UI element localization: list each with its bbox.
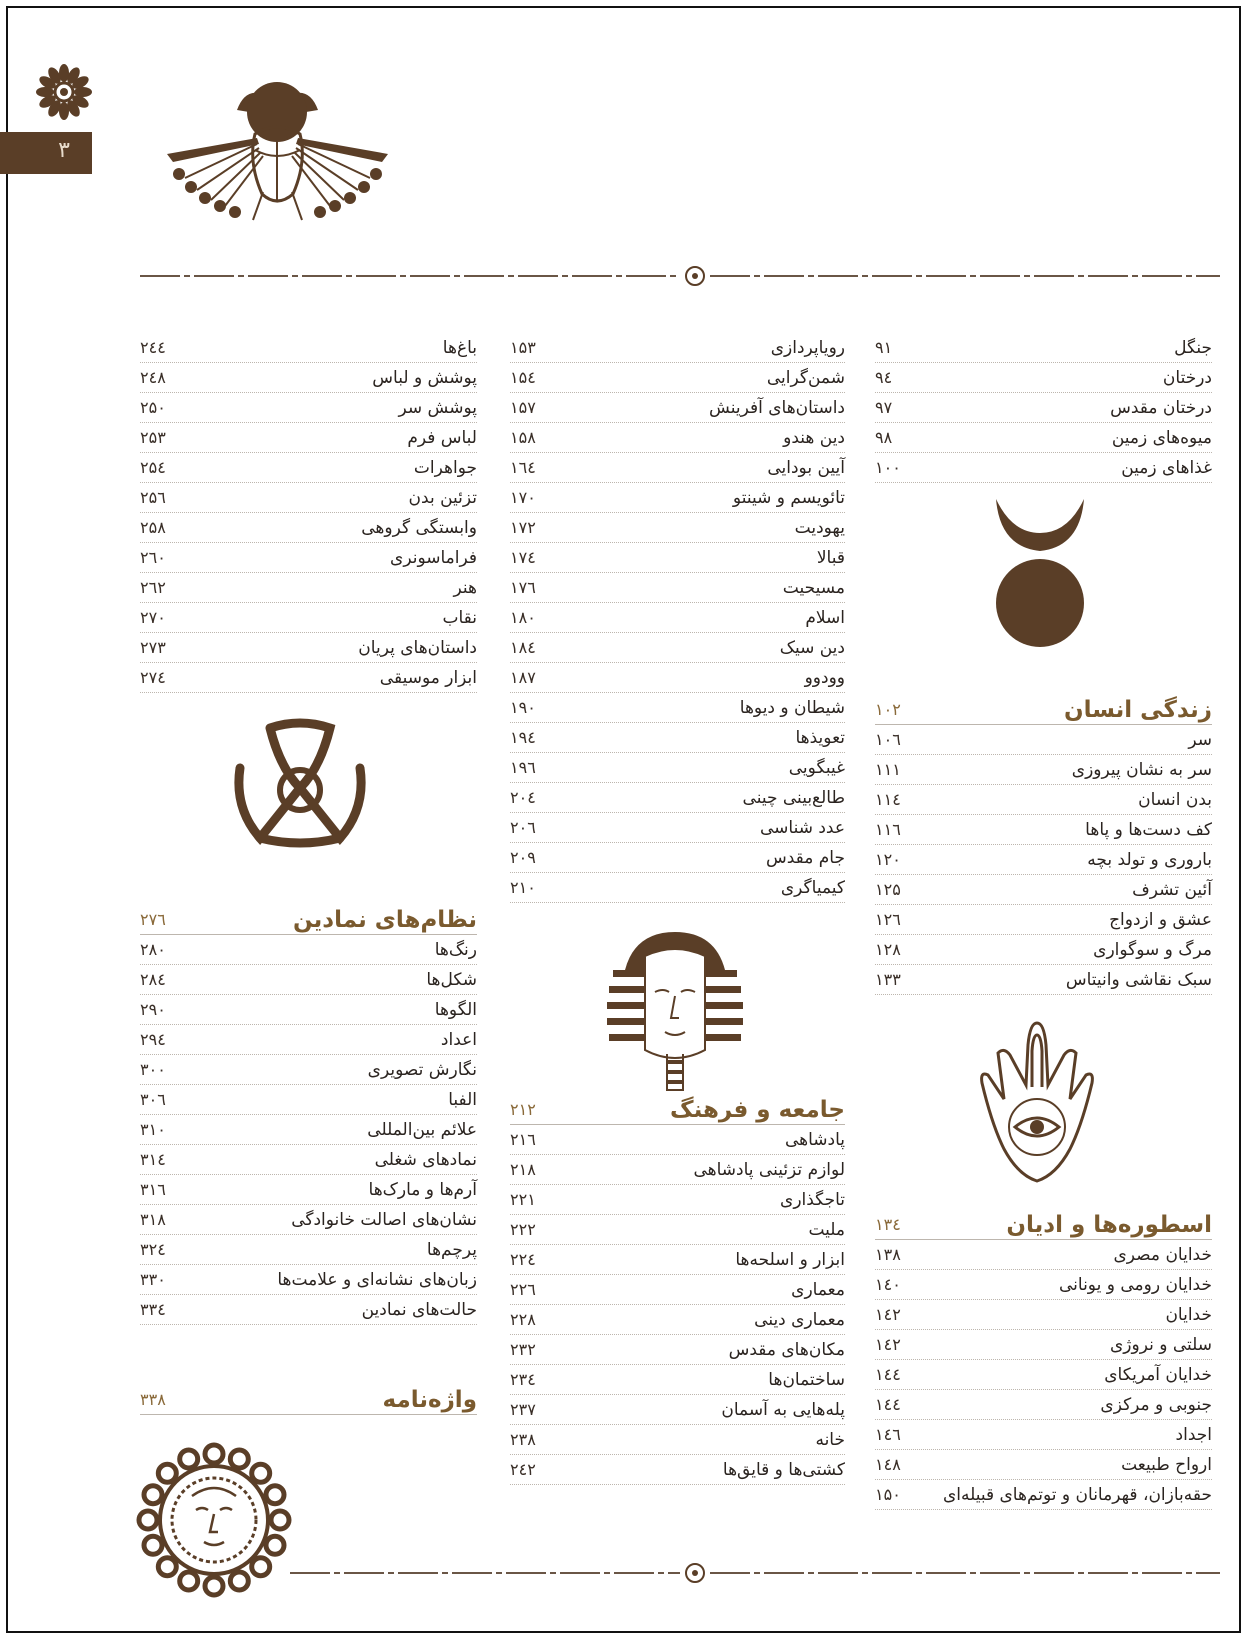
- entry-page: ۱٤۸: [875, 1455, 901, 1474]
- pharaoh-head-icon: [605, 930, 745, 1095]
- toc-entry[interactable]: [140, 333, 477, 363]
- entry-title: غیبگویی: [788, 757, 845, 778]
- toc-entry[interactable]: [510, 1395, 845, 1425]
- toc-entry[interactable]: [510, 363, 845, 393]
- entry-title: فراماسونری: [390, 547, 477, 568]
- section-page: ۲۱۲: [510, 1100, 536, 1119]
- toc-entry[interactable]: [140, 965, 477, 995]
- entry-page: ۱٦٤: [510, 458, 536, 477]
- toc-column-middle: [510, 333, 845, 903]
- toc-entry[interactable]: [510, 1365, 845, 1395]
- entry-title: علائم بین‌المللی: [367, 1119, 477, 1140]
- entry-page: ۲۳۷: [510, 1400, 536, 1419]
- entry-page: ۱٤٤: [875, 1365, 901, 1384]
- toc-entry[interactable]: [875, 935, 1212, 965]
- entry-title: میوه‌های زمین: [1111, 427, 1212, 448]
- toc-entry[interactable]: [510, 1275, 845, 1305]
- entry-title: کشتی‌ها و قایق‌ها: [722, 1459, 845, 1480]
- entry-page: ۲۵۸: [140, 518, 166, 537]
- entry-page: ۱۹۰: [510, 698, 536, 717]
- toc-entry[interactable]: [140, 935, 477, 965]
- entry-title: اسلام: [805, 607, 845, 628]
- entry-page: ۳۳۰: [140, 1270, 166, 1289]
- entry-page: ۲۷۰: [140, 608, 166, 627]
- toc-entry[interactable]: [140, 663, 477, 693]
- entry-title: درختان مقدس: [1110, 397, 1212, 418]
- entry-title: اجداد: [1175, 1424, 1212, 1445]
- page-number-tab: [0, 132, 92, 174]
- toc-entry[interactable]: [140, 453, 477, 483]
- entry-title: ارواح طبیعت: [1121, 1454, 1212, 1475]
- entry-page: ۱۱٦: [875, 820, 901, 839]
- toc-entry[interactable]: [875, 1390, 1212, 1420]
- toc-entry[interactable]: [510, 333, 845, 363]
- entry-title: جنگل: [1174, 337, 1212, 358]
- toc-column-right-2: [875, 695, 1212, 995]
- entry-title: دین هندو: [783, 427, 845, 448]
- entry-page: ۱۵۳: [510, 338, 536, 357]
- entry-title: آئین تشرف: [1132, 879, 1212, 900]
- entry-title: تاجگذاری: [780, 1189, 845, 1210]
- entry-page: ۳۱٦: [140, 1180, 166, 1199]
- sun-face-medallion-icon: [132, 1440, 297, 1600]
- entry-page: ۳۰۰: [140, 1060, 166, 1079]
- entry-page: ۱۵٤: [510, 368, 536, 387]
- toc-entry[interactable]: [140, 573, 477, 603]
- toc-entry[interactable]: [140, 1175, 477, 1205]
- toc-entry[interactable]: [510, 1455, 845, 1485]
- toc-entry[interactable]: [510, 693, 845, 723]
- entry-page: ۲۳۲: [510, 1340, 536, 1359]
- entry-page: ۲۸۰: [140, 940, 166, 959]
- section-heading[interactable]: [510, 1095, 845, 1125]
- section-heading[interactable]: [875, 1210, 1212, 1240]
- toc-entry[interactable]: [510, 423, 845, 453]
- entry-title: قبالا: [816, 547, 845, 568]
- entry-title: تعویذها: [795, 727, 845, 748]
- entry-page: ۱٤۲: [875, 1335, 901, 1354]
- toc-entry[interactable]: [875, 333, 1212, 363]
- entry-page: ۳۳٤: [140, 1300, 166, 1319]
- entry-title: باغ‌ها: [442, 337, 477, 358]
- entry-page: ۲۲٤: [510, 1250, 536, 1269]
- entry-page: ۲۹٤: [140, 1030, 166, 1049]
- entry-title: بدن انسان: [1138, 789, 1212, 810]
- winged-scarab-icon: [165, 82, 390, 232]
- entry-page: ۲۵٤: [140, 458, 166, 477]
- entry-page: ۱۹٤: [510, 728, 536, 747]
- section-title: نظام‌های نمادین: [292, 906, 477, 933]
- entry-page: ۳۱۰: [140, 1120, 166, 1139]
- toc-entry[interactable]: [875, 1240, 1212, 1270]
- toc-entry[interactable]: [140, 1115, 477, 1145]
- entry-title: داستان‌های آفرینش: [709, 397, 845, 418]
- entry-page: ۱۷٤: [510, 548, 536, 567]
- entry-page: ۲۹۰: [140, 1000, 166, 1019]
- toc-entry[interactable]: [140, 603, 477, 633]
- entry-title: نگارش تصویری: [367, 1059, 477, 1080]
- toc-entry[interactable]: [510, 1425, 845, 1455]
- entry-title: یهودیت: [794, 517, 845, 538]
- entry-page: ۲٦۰: [140, 548, 166, 567]
- entry-page: ۱۵۰: [875, 1485, 901, 1504]
- section-title: واژه‌نامه: [382, 1386, 477, 1413]
- section-title: جامعه و فرهنگ: [670, 1096, 845, 1123]
- entry-title: پوشش و لباس: [372, 367, 477, 388]
- entry-title: لباس فرم: [407, 427, 477, 448]
- entry-title: ابزار موسیقی: [379, 667, 477, 688]
- section-title: زندگی انسان: [1063, 696, 1212, 723]
- toc-entry[interactable]: [140, 1085, 477, 1115]
- entry-page: ۱۷۲: [510, 518, 536, 537]
- entry-title: ساختمان‌ها: [768, 1369, 845, 1390]
- toc-entry[interactable]: [875, 905, 1212, 935]
- entry-title: شیطان و دیوها: [739, 697, 845, 718]
- entry-title: وودوو: [804, 667, 845, 688]
- entry-title: باروری و تولد بچه: [1087, 849, 1212, 870]
- entry-title: تائویسم و شینتو: [732, 487, 845, 508]
- entry-title: کیمیاگری: [780, 877, 845, 898]
- toc-entry[interactable]: [510, 843, 845, 873]
- toc-entry[interactable]: [510, 783, 845, 813]
- toc-entry[interactable]: [510, 603, 845, 633]
- entry-title: رویاپردازی: [770, 337, 845, 358]
- toc-entry[interactable]: [140, 513, 477, 543]
- toc-entry[interactable]: [510, 453, 845, 483]
- toc-entry[interactable]: [510, 633, 845, 663]
- toc-column-left-2: [140, 905, 477, 1325]
- entry-title: شمن‌گرایی: [766, 367, 845, 388]
- entry-page: ۱٤۲: [875, 1305, 901, 1324]
- toc-entry[interactable]: [875, 453, 1212, 483]
- entry-title: شکل‌ها: [426, 969, 477, 990]
- entry-page: ۲٤٤: [140, 338, 166, 357]
- entry-title: نمادهای شغلی: [374, 1149, 477, 1170]
- entry-page: ۲۵٦: [140, 488, 166, 507]
- toc-column-middle-2: [510, 1095, 845, 1485]
- toc-entry[interactable]: [510, 393, 845, 423]
- entry-page: ۱۷۰: [510, 488, 536, 507]
- toc-entry[interactable]: [140, 393, 477, 423]
- entry-page: ۲۵۳: [140, 428, 166, 447]
- entry-page: ۱۱٤: [875, 790, 901, 809]
- entry-title: خانه: [815, 1429, 845, 1450]
- entry-page: ۲۳۸: [510, 1430, 536, 1449]
- entry-page: ۲۰٦: [510, 818, 536, 837]
- entry-page: ۳۲٤: [140, 1240, 166, 1259]
- entry-page: ۱۵۸: [510, 428, 536, 447]
- entry-title: درختان: [1162, 367, 1212, 388]
- entry-page: ۳۰٦: [140, 1090, 166, 1109]
- entry-page: ۱٤۰: [875, 1275, 901, 1294]
- toc-entry[interactable]: [510, 1185, 845, 1215]
- toc-entry[interactable]: [875, 1360, 1212, 1390]
- toc-entry[interactable]: [875, 815, 1212, 845]
- entry-page: ۱۰۰: [875, 458, 901, 477]
- toc-entry[interactable]: [875, 845, 1212, 875]
- toc-entry[interactable]: [875, 725, 1212, 755]
- entry-title: جنوبی و مرکزی: [1100, 1394, 1212, 1415]
- toc-entry[interactable]: [875, 1270, 1212, 1300]
- entry-page: ۲۱۸: [510, 1160, 536, 1179]
- triple-horn-icon: [230, 718, 370, 853]
- toc-column-right-3: [875, 1210, 1212, 1510]
- entry-page: ۱٤٦: [875, 1425, 901, 1444]
- entry-page: ۲۲۱: [510, 1190, 536, 1209]
- entry-page: ۱۰٦: [875, 730, 901, 749]
- section-page: ۳۳۸: [140, 1390, 166, 1409]
- entry-page: ۲٤۲: [510, 1460, 536, 1479]
- entry-title: خدایان مصری: [1113, 1244, 1212, 1265]
- entry-title: پرچم‌ها: [426, 1239, 477, 1260]
- entry-page: ۳۱٤: [140, 1150, 166, 1169]
- entry-title: سر به نشان پیروزی: [1071, 759, 1212, 780]
- entry-title: طالع‌بینی چینی: [742, 787, 845, 808]
- entry-title: اعداد: [440, 1029, 477, 1050]
- entry-page: ۱۳۳: [875, 970, 901, 989]
- entry-title: پله‌هایی به آسمان: [721, 1399, 845, 1420]
- horned-moon-icon: [990, 495, 1090, 655]
- entry-page: ۱۸۷: [510, 668, 536, 687]
- entry-title: آرم‌ها و مارک‌ها: [368, 1179, 477, 1200]
- section-page: ۱۰۲: [875, 700, 901, 719]
- entry-page: ۱۲۵: [875, 880, 901, 899]
- entry-title: آیین بودایی: [767, 457, 845, 478]
- entry-page: ۱٤٤: [875, 1395, 901, 1414]
- entry-page: ۲۰٤: [510, 788, 536, 807]
- toc-entry[interactable]: [510, 1245, 845, 1275]
- entry-title: مسیحیت: [782, 577, 845, 598]
- entry-title: نشان‌های اصالت خانوادگی: [291, 1209, 477, 1230]
- toc-entry[interactable]: [510, 723, 845, 753]
- entry-title: داستان‌های پریان: [358, 637, 477, 658]
- toc-entry[interactable]: [510, 1155, 845, 1185]
- entry-title: خدایان رومی و یونانی: [1059, 1274, 1212, 1295]
- entry-title: عدد شناسی: [759, 817, 845, 838]
- entry-title: پوشش سر: [398, 397, 477, 418]
- entry-title: الگوها: [434, 999, 477, 1020]
- toc-entry[interactable]: [140, 1025, 477, 1055]
- toc-entry[interactable]: [140, 543, 477, 573]
- entry-page: ۲۲٦: [510, 1280, 536, 1299]
- entry-page: ۱۲۸: [875, 940, 901, 959]
- toc-entry[interactable]: [140, 1055, 477, 1085]
- entry-page: ۲۸٤: [140, 970, 166, 989]
- top-divider: [140, 265, 1220, 287]
- entry-title: خدایان آمریکای: [1104, 1364, 1212, 1385]
- section-title: اسطوره‌ها و ادیان: [1006, 1211, 1212, 1238]
- entry-title: سلتی و نروژی: [1109, 1334, 1212, 1355]
- entry-title: زبان‌های نشانه‌ای و علامت‌ها: [277, 1269, 477, 1290]
- toc-entry[interactable]: [510, 753, 845, 783]
- toc-entry[interactable]: [510, 1215, 845, 1245]
- toc-entry[interactable]: [875, 423, 1212, 453]
- toc-entry[interactable]: [140, 363, 477, 393]
- toc-entry[interactable]: [875, 1480, 1212, 1510]
- entry-page: ۲٤۸: [140, 368, 166, 387]
- entry-page: ۲۵۰: [140, 398, 166, 417]
- toc-entry[interactable]: [875, 363, 1212, 393]
- entry-page: ۲۲۸: [510, 1310, 536, 1329]
- entry-title: لوازم تزئینی پادشاهی: [693, 1159, 845, 1180]
- entry-title: غذاهای زمین: [1121, 457, 1212, 478]
- entry-page: ۲۱٦: [510, 1130, 536, 1149]
- entry-title: سبک نقاشی وانیتاس: [1065, 969, 1212, 990]
- toc-entry[interactable]: [875, 1300, 1212, 1330]
- entry-title: معماری: [791, 1279, 845, 1300]
- toc-column-left-3: [140, 1385, 477, 1415]
- toc-entry[interactable]: [510, 573, 845, 603]
- toc-entry[interactable]: [875, 785, 1212, 815]
- entry-title: مرگ و سوگواری: [1093, 939, 1212, 960]
- entry-title: معماری دینی: [754, 1309, 845, 1330]
- entry-title: الفبا: [448, 1089, 477, 1110]
- toc-entry[interactable]: [875, 1330, 1212, 1360]
- toc-entry[interactable]: [510, 1305, 845, 1335]
- toc-entry[interactable]: [140, 633, 477, 663]
- entry-page: ۱۳۸: [875, 1245, 901, 1264]
- entry-page: ۲۳٤: [510, 1370, 536, 1389]
- toc-entry[interactable]: [875, 393, 1212, 423]
- entry-page: ۹۱: [875, 338, 893, 357]
- entry-title: ابزار و اسلحه‌ها: [735, 1249, 845, 1270]
- entry-title: کف دست‌ها و پاها: [1085, 819, 1212, 840]
- page-number: ۳: [58, 138, 70, 163]
- entry-title: جام مقدس: [766, 847, 845, 868]
- toc-column-left: [140, 333, 477, 693]
- toc-entry[interactable]: [875, 755, 1212, 785]
- section-page: ۱۳٤: [875, 1215, 901, 1234]
- entry-page: ۱۲۰: [875, 850, 901, 869]
- entry-title: عشق و ازدواج: [1109, 909, 1212, 930]
- entry-page: ۱۲٦: [875, 910, 901, 929]
- entry-page: ۱۵۷: [510, 398, 536, 417]
- toc-entry[interactable]: [510, 1125, 845, 1155]
- toc-entry[interactable]: [510, 1335, 845, 1365]
- section-heading[interactable]: [140, 905, 477, 935]
- entry-title: هنر: [453, 577, 477, 598]
- entry-page: ۱۹٦: [510, 758, 536, 777]
- bottom-divider: [140, 1562, 1220, 1584]
- entry-title: جواهرات: [413, 457, 477, 478]
- flower-rosette-icon: [36, 64, 92, 120]
- entry-title: حالت‌های نمادین: [361, 1299, 477, 1320]
- entry-page: ۱۸۰: [510, 608, 536, 627]
- toc-entry[interactable]: [510, 543, 845, 573]
- entry-title: رنگ‌ها: [434, 939, 477, 960]
- toc-entry[interactable]: [140, 1295, 477, 1325]
- entry-page: ۱۱۱: [875, 760, 901, 779]
- entry-page: ۲۱۰: [510, 878, 536, 897]
- entry-title: دین سیک: [779, 637, 845, 658]
- toc-entry[interactable]: [875, 875, 1212, 905]
- section-heading[interactable]: [875, 695, 1212, 725]
- toc-entry[interactable]: [875, 965, 1212, 995]
- toc-entry[interactable]: [140, 1265, 477, 1295]
- entry-page: ۲۷٤: [140, 668, 166, 687]
- toc-entry[interactable]: [140, 1205, 477, 1235]
- entry-page: ۳۱۸: [140, 1210, 166, 1229]
- toc-entry[interactable]: [140, 995, 477, 1025]
- entry-page: ۲۲۲: [510, 1220, 536, 1239]
- toc-entry[interactable]: [140, 1235, 477, 1265]
- entry-page: ۱۷٦: [510, 578, 536, 597]
- toc-entry[interactable]: [510, 483, 845, 513]
- toc-entry[interactable]: [875, 1420, 1212, 1450]
- entry-title: مکان‌های مقدس: [728, 1339, 845, 1360]
- entry-title: ملیت: [808, 1219, 845, 1240]
- toc-column-right: [875, 333, 1212, 483]
- toc-entry[interactable]: [510, 513, 845, 543]
- entry-page: ۱۸٤: [510, 638, 536, 657]
- entry-page: ۹٤: [875, 368, 893, 387]
- entry-title: تزئین بدن: [408, 487, 477, 508]
- section-page: ۲۷٦: [140, 910, 166, 929]
- toc-entry[interactable]: [875, 1450, 1212, 1480]
- entry-title: حقه‌بازان، قهرمانان و توتم‌های قبیله‌ای: [942, 1484, 1212, 1505]
- toc-entry[interactable]: [140, 423, 477, 453]
- entry-page: ۲٦۲: [140, 578, 166, 597]
- toc-entry[interactable]: [510, 663, 845, 693]
- entry-title: سر: [1188, 729, 1212, 750]
- entry-page: ۲۷۳: [140, 638, 166, 657]
- entry-page: ۲۰۹: [510, 848, 536, 867]
- toc-entry[interactable]: [510, 873, 845, 903]
- toc-entry[interactable]: [510, 813, 845, 843]
- entry-title: پادشاهی: [784, 1129, 845, 1150]
- entry-page: ۹۸: [875, 428, 893, 447]
- entry-title: خدایان: [1165, 1304, 1212, 1325]
- entry-title: نقاب: [442, 607, 477, 628]
- toc-entry[interactable]: [140, 483, 477, 513]
- section-heading[interactable]: [140, 1385, 477, 1415]
- entry-title: وابستگی گروهی: [361, 517, 477, 538]
- hamsa-hand-icon: [978, 1015, 1096, 1185]
- toc-entry[interactable]: [140, 1145, 477, 1175]
- entry-page: ۹۷: [875, 398, 893, 417]
